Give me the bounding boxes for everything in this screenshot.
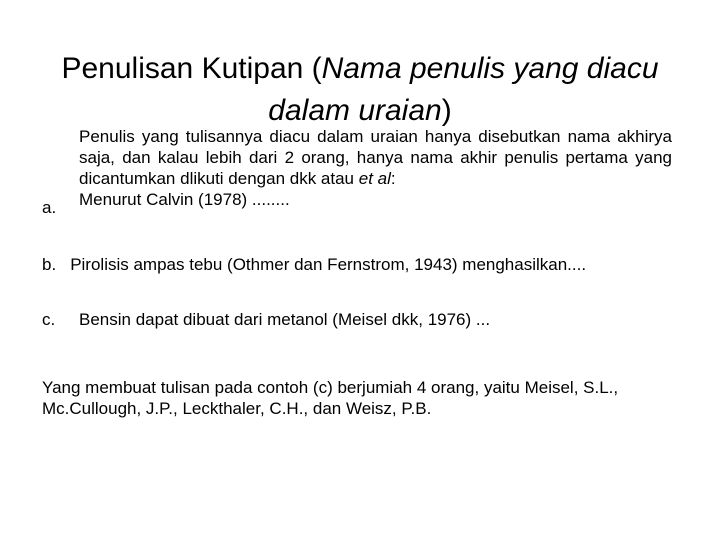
list-item-b — [42, 254, 586, 275]
slide-title — [30, 48, 690, 132]
list-marker-c: c. — [42, 310, 56, 329]
rule-italic-text: et al — [358, 169, 391, 188]
example-c-text: Bensin dapat dibuat dari metanol (Meisel dkk, 1976) ... — [79, 310, 491, 329]
list-item-a — [42, 126, 672, 217]
rule-text-end: : — [390, 169, 396, 188]
explanation-note: Yang membuat tulisan pada contoh (c) berjumiah 4 orang, yaitu Meisel, S.L., Mc.Cullough, J.P., Leckthaler, C.H., dan Weisz, P.B. — [42, 378, 619, 418]
list-marker-a: a. — [42, 198, 57, 217]
title-text-start: Penulisan Kutipan ( — [61, 52, 322, 86]
example-a-text: Menurut Calvin (1978) ........ — [79, 190, 290, 209]
list-marker-b: b. — [42, 255, 57, 274]
example-b-text: Pirolisis ampas tebu (Othmer dan Fernstrom, 1943) menghasilkan.... — [70, 255, 587, 274]
list-item-a-body — [79, 126, 672, 210]
list-item-c — [42, 309, 490, 330]
title-italic-text: Nama penulis yang diacu dalam uraian — [268, 52, 659, 128]
title-text-end: ) — [441, 94, 452, 128]
rule-text: Penulis yang tulisannya diacu dalam uraian hanya disebutkan nama akhirya saja, dan kalau lebih dari 2 orang, hanya nama akhir penulis pertama yang dicantumkan dlikuti dengan dkk atau — [79, 127, 672, 188]
